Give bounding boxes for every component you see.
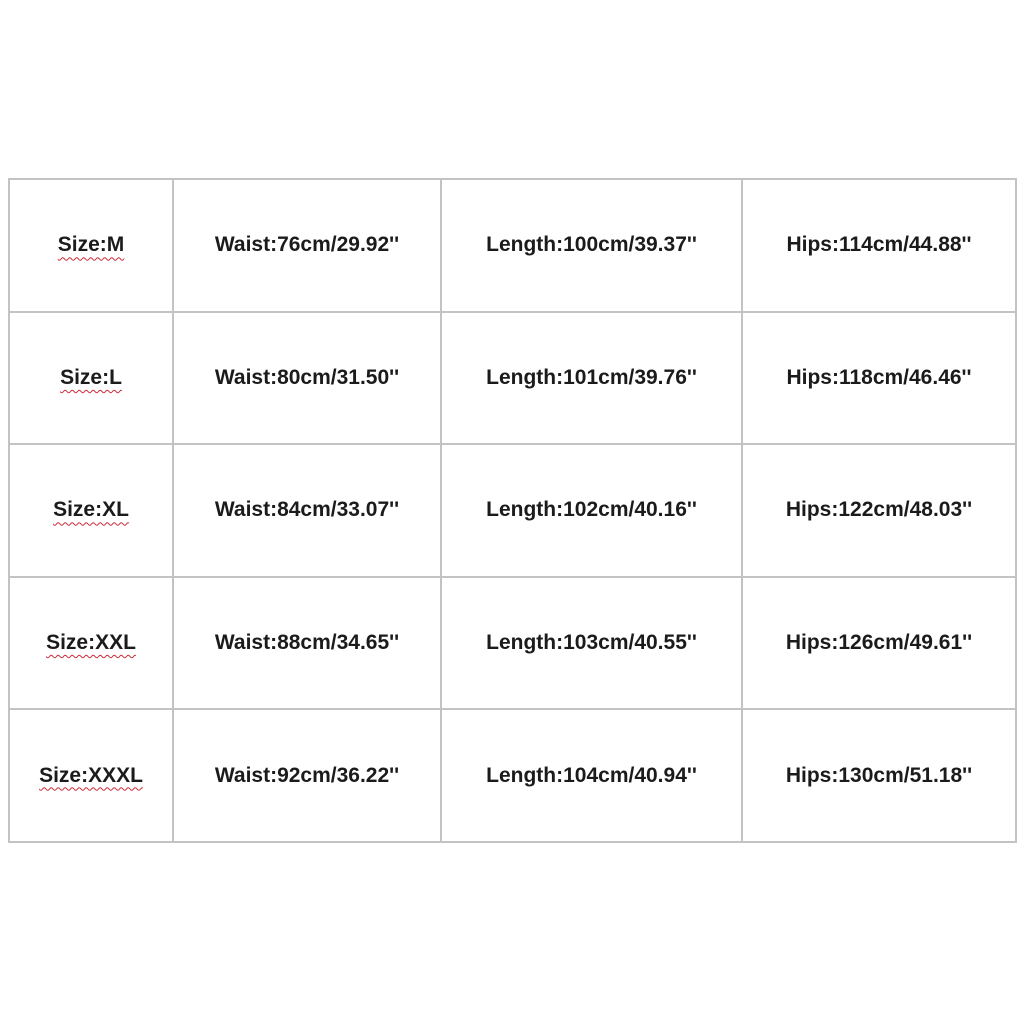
length-value: Length:101cm/39.76''	[486, 365, 697, 389]
hips-value: Hips:118cm/46.46''	[786, 365, 972, 389]
waist-cell	[173, 577, 441, 710]
table-row	[9, 312, 1016, 445]
waist-cell	[173, 179, 441, 312]
hips-value: Hips:122cm/48.03''	[785, 498, 973, 522]
size-cell	[9, 444, 173, 577]
size-label: Size:XXL	[46, 631, 136, 655]
length-value: Length:104cm/40.94''	[486, 763, 697, 787]
size-label: Size:XXXL	[39, 763, 143, 787]
hips-cell	[742, 312, 1016, 445]
size-label: Size:M	[57, 233, 125, 257]
hips-value: Hips:130cm/51.18''	[785, 763, 973, 787]
length-cell	[441, 312, 742, 445]
hips-cell	[742, 577, 1016, 710]
size-cell	[9, 312, 173, 445]
size-cell	[9, 709, 173, 842]
waist-cell	[173, 444, 441, 577]
size-chart-table	[8, 178, 1017, 843]
size-cell	[9, 179, 173, 312]
table-row	[9, 577, 1016, 710]
size-cell	[9, 577, 173, 710]
hips-cell	[742, 179, 1016, 312]
waist-value: Waist:92cm/36.22''	[214, 763, 400, 787]
hips-cell	[742, 709, 1016, 842]
length-cell	[441, 577, 742, 710]
hips-value: Hips:114cm/44.88''	[786, 233, 972, 257]
length-value: Length:102cm/40.16''	[486, 498, 697, 522]
length-cell	[441, 444, 742, 577]
length-cell	[441, 709, 742, 842]
length-cell	[441, 179, 742, 312]
size-label: Size:XL	[53, 498, 129, 522]
hips-cell	[742, 444, 1016, 577]
size-chart-body	[9, 179, 1016, 842]
hips-value: Hips:126cm/49.61''	[785, 631, 973, 655]
table-row	[9, 179, 1016, 312]
waist-cell	[173, 709, 441, 842]
waist-value: Waist:80cm/31.50''	[214, 365, 400, 389]
waist-value: Waist:84cm/33.07''	[214, 498, 400, 522]
waist-value: Waist:88cm/34.65''	[214, 631, 400, 655]
table-row	[9, 709, 1016, 842]
waist-cell	[173, 312, 441, 445]
size-label: Size:L	[60, 365, 122, 389]
length-value: Length:103cm/40.55''	[486, 631, 697, 655]
length-value: Length:100cm/39.37''	[486, 233, 697, 257]
waist-value: Waist:76cm/29.92''	[214, 233, 400, 257]
table-row	[9, 444, 1016, 577]
